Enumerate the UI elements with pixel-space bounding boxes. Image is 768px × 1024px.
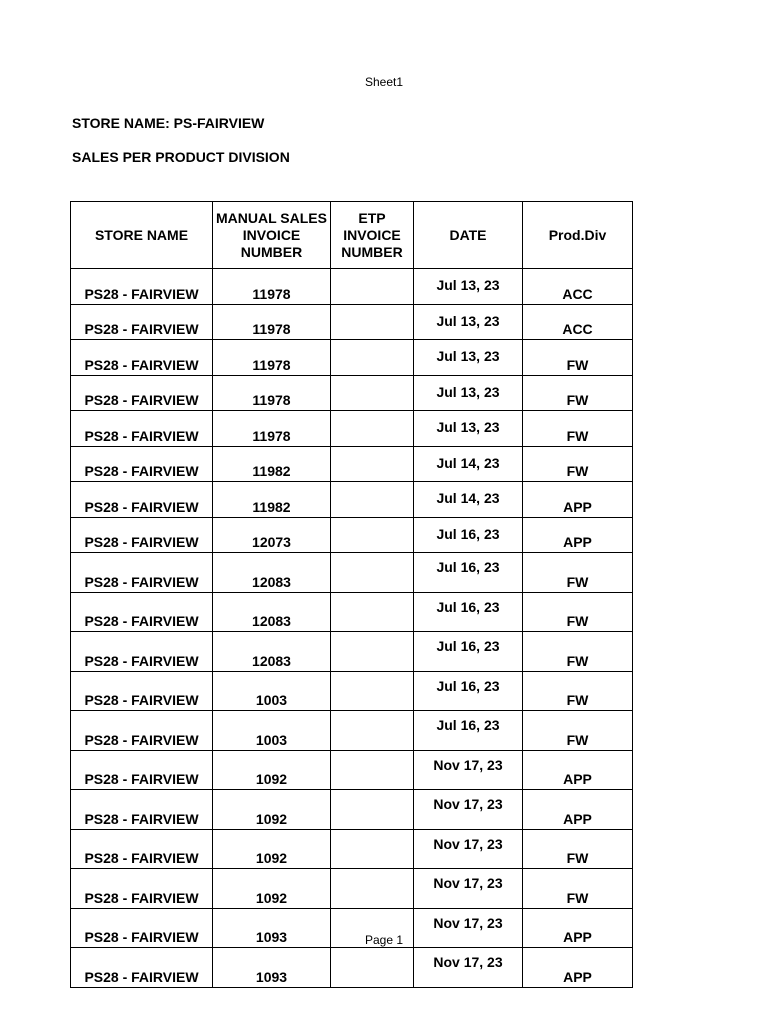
prod-div-cell: FW xyxy=(523,671,633,711)
date-cell: Nov 17, 23 xyxy=(414,908,523,948)
prod-div-cell: ACC xyxy=(523,304,633,340)
prod-div-cell: APP xyxy=(523,790,633,830)
store-name-cell: PS28 - FAIRVIEW xyxy=(71,790,213,830)
store-name-cell: PS28 - FAIRVIEW xyxy=(71,750,213,790)
column-header-etp-invoice: ETP INVOICE NUMBER xyxy=(331,202,414,269)
column-header-prod-div: Prod.Div xyxy=(523,202,633,269)
store-name-cell: PS28 - FAIRVIEW xyxy=(71,908,213,948)
etp-invoice-cell xyxy=(331,632,414,672)
table-row xyxy=(71,304,633,340)
etp-invoice-cell xyxy=(331,482,414,518)
date-cell: Jul 16, 23 xyxy=(414,632,523,672)
prod-div-cell: FW xyxy=(523,446,633,482)
etp-invoice-cell xyxy=(331,446,414,482)
etp-invoice-cell xyxy=(331,304,414,340)
prod-div-cell: FW xyxy=(523,711,633,751)
etp-invoice-cell xyxy=(331,517,414,553)
etp-invoice-cell xyxy=(331,750,414,790)
table-row xyxy=(71,671,633,711)
manual-invoice-cell: 1092 xyxy=(213,750,331,790)
date-cell: Jul 14, 23 xyxy=(414,482,523,518)
manual-invoice-cell: 1093 xyxy=(213,908,331,948)
etp-invoice-cell xyxy=(331,375,414,411)
prod-div-cell: FW xyxy=(523,340,633,376)
store-name-cell: PS28 - FAIRVIEW xyxy=(71,269,213,305)
manual-invoice-cell: 12083 xyxy=(213,632,331,672)
manual-invoice-cell: 11978 xyxy=(213,304,331,340)
etp-invoice-cell xyxy=(331,869,414,909)
column-header-store-name: STORE NAME xyxy=(71,202,213,269)
date-cell: Nov 17, 23 xyxy=(414,790,523,830)
date-cell: Jul 13, 23 xyxy=(414,375,523,411)
etp-invoice-cell xyxy=(331,269,414,305)
table-row xyxy=(71,790,633,830)
table-row xyxy=(71,553,633,593)
etp-invoice-cell xyxy=(331,790,414,830)
etp-invoice-cell xyxy=(331,671,414,711)
table-row xyxy=(71,632,633,672)
prod-div-cell: APP xyxy=(523,482,633,518)
prod-div-cell: FW xyxy=(523,869,633,909)
store-name-cell: PS28 - FAIRVIEW xyxy=(71,411,213,447)
manual-invoice-cell: 11978 xyxy=(213,269,331,305)
table-row xyxy=(71,869,633,909)
table-row xyxy=(71,948,633,988)
store-name-cell: PS28 - FAIRVIEW xyxy=(71,948,213,988)
etp-invoice-cell xyxy=(331,948,414,988)
manual-invoice-cell: 11982 xyxy=(213,482,331,518)
manual-invoice-cell: 1003 xyxy=(213,671,331,711)
date-cell: Jul 16, 23 xyxy=(414,671,523,711)
store-name-cell: PS28 - FAIRVIEW xyxy=(71,446,213,482)
table-row xyxy=(71,269,633,305)
manual-invoice-cell: 1003 xyxy=(213,711,331,751)
column-header-manual-invoice: MANUAL SALES INVOICE NUMBER xyxy=(213,202,331,269)
date-cell: Jul 13, 23 xyxy=(414,340,523,376)
date-cell: Jul 16, 23 xyxy=(414,711,523,751)
prod-div-cell: APP xyxy=(523,948,633,988)
date-cell: Jul 16, 23 xyxy=(414,592,523,632)
date-cell: Nov 17, 23 xyxy=(414,869,523,909)
date-cell: Nov 17, 23 xyxy=(414,750,523,790)
sales-division-heading: SALES PER PRODUCT DIVISION xyxy=(72,149,290,165)
store-name-cell: PS28 - FAIRVIEW xyxy=(71,671,213,711)
manual-invoice-cell: 11978 xyxy=(213,411,331,447)
prod-div-cell: FW xyxy=(523,553,633,593)
date-cell: Jul 13, 23 xyxy=(414,411,523,447)
manual-invoice-cell: 1092 xyxy=(213,829,331,869)
manual-invoice-cell: 11978 xyxy=(213,375,331,411)
table-row xyxy=(71,411,633,447)
page-number: Page 1 xyxy=(364,933,404,947)
prod-div-cell: APP xyxy=(523,517,633,553)
date-cell: Jul 13, 23 xyxy=(414,304,523,340)
date-cell: Nov 17, 23 xyxy=(414,948,523,988)
column-header-date: DATE xyxy=(414,202,523,269)
sales-table xyxy=(70,201,633,988)
etp-invoice-cell xyxy=(331,553,414,593)
store-name-cell: PS28 - FAIRVIEW xyxy=(71,482,213,518)
etp-invoice-cell xyxy=(331,711,414,751)
table-row xyxy=(71,446,633,482)
prod-div-cell: APP xyxy=(523,750,633,790)
etp-invoice-cell xyxy=(331,829,414,869)
prod-div-cell: FW xyxy=(523,592,633,632)
table-row xyxy=(71,517,633,553)
table-row xyxy=(71,750,633,790)
manual-invoice-cell: 1093 xyxy=(213,948,331,988)
etp-invoice-cell xyxy=(331,592,414,632)
store-name-cell: PS28 - FAIRVIEW xyxy=(71,304,213,340)
table-row xyxy=(71,711,633,751)
store-name-cell: PS28 - FAIRVIEW xyxy=(71,340,213,376)
header-row xyxy=(71,202,633,269)
date-cell: Jul 16, 23 xyxy=(414,553,523,593)
date-cell: Jul 13, 23 xyxy=(414,269,523,305)
store-name-cell: PS28 - FAIRVIEW xyxy=(71,553,213,593)
prod-div-cell: FW xyxy=(523,632,633,672)
date-cell: Nov 17, 23 xyxy=(414,829,523,869)
table-row xyxy=(71,482,633,518)
store-name-cell: PS28 - FAIRVIEW xyxy=(71,632,213,672)
table-body xyxy=(71,269,633,988)
prod-div-cell: FW xyxy=(523,375,633,411)
store-name-cell: PS28 - FAIRVIEW xyxy=(71,869,213,909)
store-name-cell: PS28 - FAIRVIEW xyxy=(71,592,213,632)
table-row xyxy=(71,340,633,376)
store-name-cell: PS28 - FAIRVIEW xyxy=(71,375,213,411)
etp-invoice-cell xyxy=(331,340,414,376)
table-row xyxy=(71,592,633,632)
manual-invoice-cell: 1092 xyxy=(213,790,331,830)
manual-invoice-cell: 12083 xyxy=(213,553,331,593)
manual-invoice-cell: 1092 xyxy=(213,869,331,909)
manual-invoice-cell: 11978 xyxy=(213,340,331,376)
store-name-cell: PS28 - FAIRVIEW xyxy=(71,829,213,869)
manual-invoice-cell: 11982 xyxy=(213,446,331,482)
store-name-heading: STORE NAME: PS-FAIRVIEW xyxy=(72,115,265,131)
etp-invoice-cell xyxy=(331,411,414,447)
sheet-name: Sheet1 xyxy=(364,75,404,89)
manual-invoice-cell: 12073 xyxy=(213,517,331,553)
prod-div-cell: APP xyxy=(523,908,633,948)
store-name-cell: PS28 - FAIRVIEW xyxy=(71,711,213,751)
store-name-cell: PS28 - FAIRVIEW xyxy=(71,517,213,553)
prod-div-cell: ACC xyxy=(523,269,633,305)
manual-invoice-cell: 12083 xyxy=(213,592,331,632)
prod-div-cell: FW xyxy=(523,411,633,447)
date-cell: Jul 16, 23 xyxy=(414,517,523,553)
prod-div-cell: FW xyxy=(523,829,633,869)
table-row xyxy=(71,375,633,411)
table-row xyxy=(71,829,633,869)
date-cell: Jul 14, 23 xyxy=(414,446,523,482)
